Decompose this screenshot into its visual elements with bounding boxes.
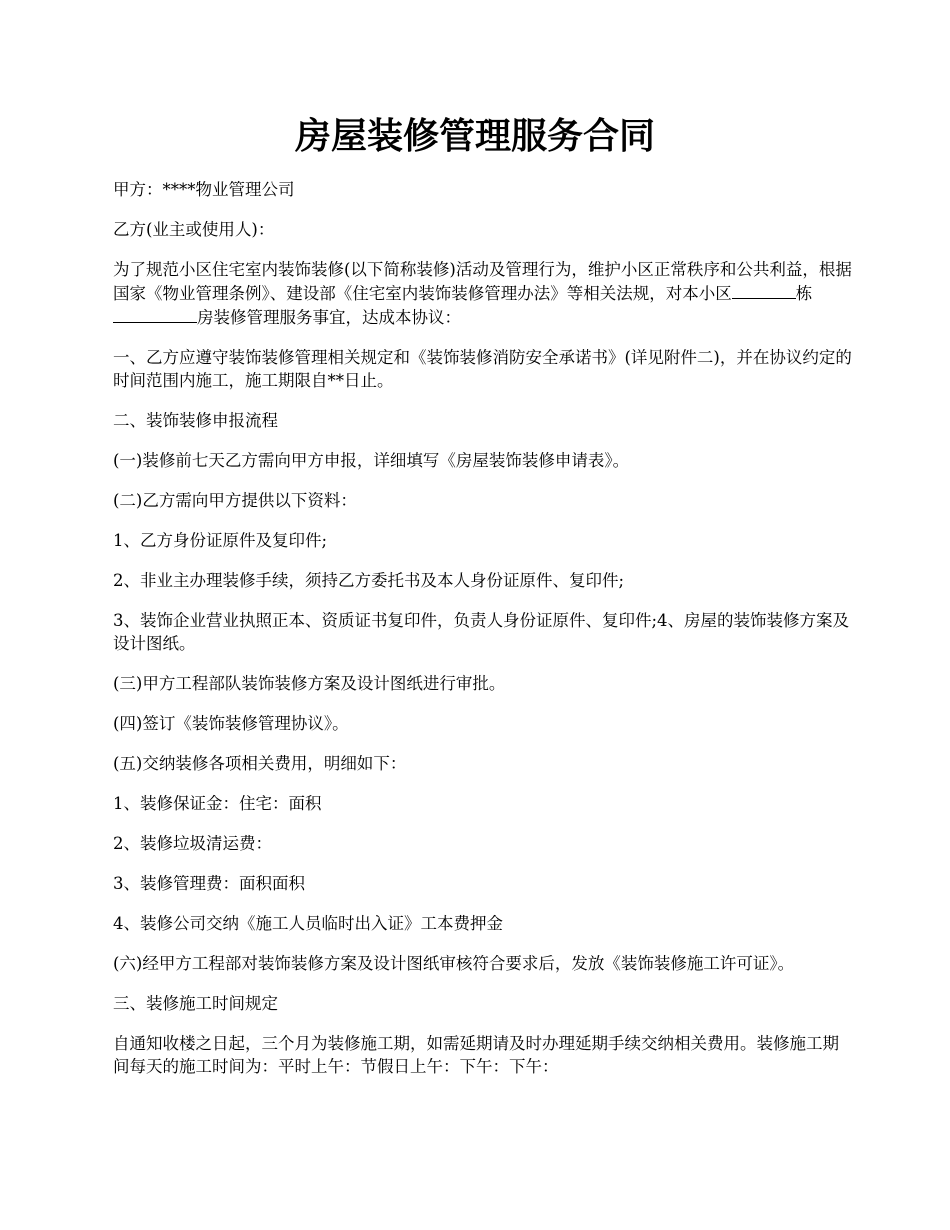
section-1: 一、乙方应遵守装饰装修管理相关规定和《装饰装修消防安全承诺书》(详见附件二)，并在协议约定的时间范围内施工，施工期限自**日止。 <box>113 348 852 390</box>
fee-1: 1、装修保证金：住宅：面积 <box>113 794 322 813</box>
intro-text-2: 栋 <box>795 284 813 303</box>
building-blank <box>732 281 796 299</box>
party-a: 甲方：****物业管理公司 <box>113 180 295 199</box>
section-2-heading: 二、装饰装修申报流程 <box>113 411 278 430</box>
intro-paragraph <box>113 258 853 329</box>
room-blank <box>113 305 197 323</box>
item-2-2-2: 2、非业主办理装修手续，须持乙方委托书及本人身份证原件、复印件; <box>113 571 625 590</box>
item-2-4: (四)签订《装饰装修管理协议》。 <box>113 714 349 733</box>
item-2-2-1: 1、乙方身份证原件及复印件; <box>113 531 328 550</box>
document-title: 房屋装修管理服务合同 <box>294 115 655 157</box>
party-b: 乙方(业主或使用人)： <box>113 220 275 239</box>
item-2-5: (五)交纳装修各项相关费用，明细如下： <box>113 754 407 773</box>
document-body <box>113 178 853 1095</box>
item-2-6: (六)经甲方工程部对装饰装修方案及设计图纸审核符合要求后，发放《装饰装修施工许可证》。 <box>113 954 795 973</box>
fee-2: 2、装修垃圾清运费： <box>113 834 272 853</box>
item-2-1: (一)装修前七天乙方需向甲方申报，详细填写《房屋装饰装修申请表》。 <box>113 451 630 470</box>
intro-text-3: 房装修管理服务事宜，达成本协议： <box>197 308 461 327</box>
item-2-2-3: 3、装饰企业营业执照正本、资质证书复印件，负责人身份证原件、复印件;4、房屋的装饰装修方案及设计图纸。 <box>113 611 850 653</box>
section-3-heading: 三、装修施工时间规定 <box>113 994 278 1013</box>
item-2-2: (二)乙方需向甲方提供以下资料： <box>113 491 357 510</box>
section-3-text: 自通知收楼之日起，三个月为装修施工期，如需延期请及时办理延期手续交纳相关费用。装修施工期间每天的施工时间为：平时上午：节假日上午：下午：下午： <box>113 1034 839 1076</box>
fee-4: 4、装修公司交纳《施工人员临时出入证》工本费押金 <box>113 914 503 933</box>
intro-text-1: 为了规范小区住宅室内装饰装修(以下简称装修)活动及管理行为，维护小区正常秩序和公共利益，根据国家《物业管理条例》、建设部《住宅室内装饰装修管理办法》等相关法规，对本小区 <box>113 260 852 303</box>
fee-3: 3、装修管理费：面积面积 <box>113 874 305 893</box>
item-2-3: (三)甲方工程部队装饰装修方案及设计图纸进行审批。 <box>113 674 506 693</box>
